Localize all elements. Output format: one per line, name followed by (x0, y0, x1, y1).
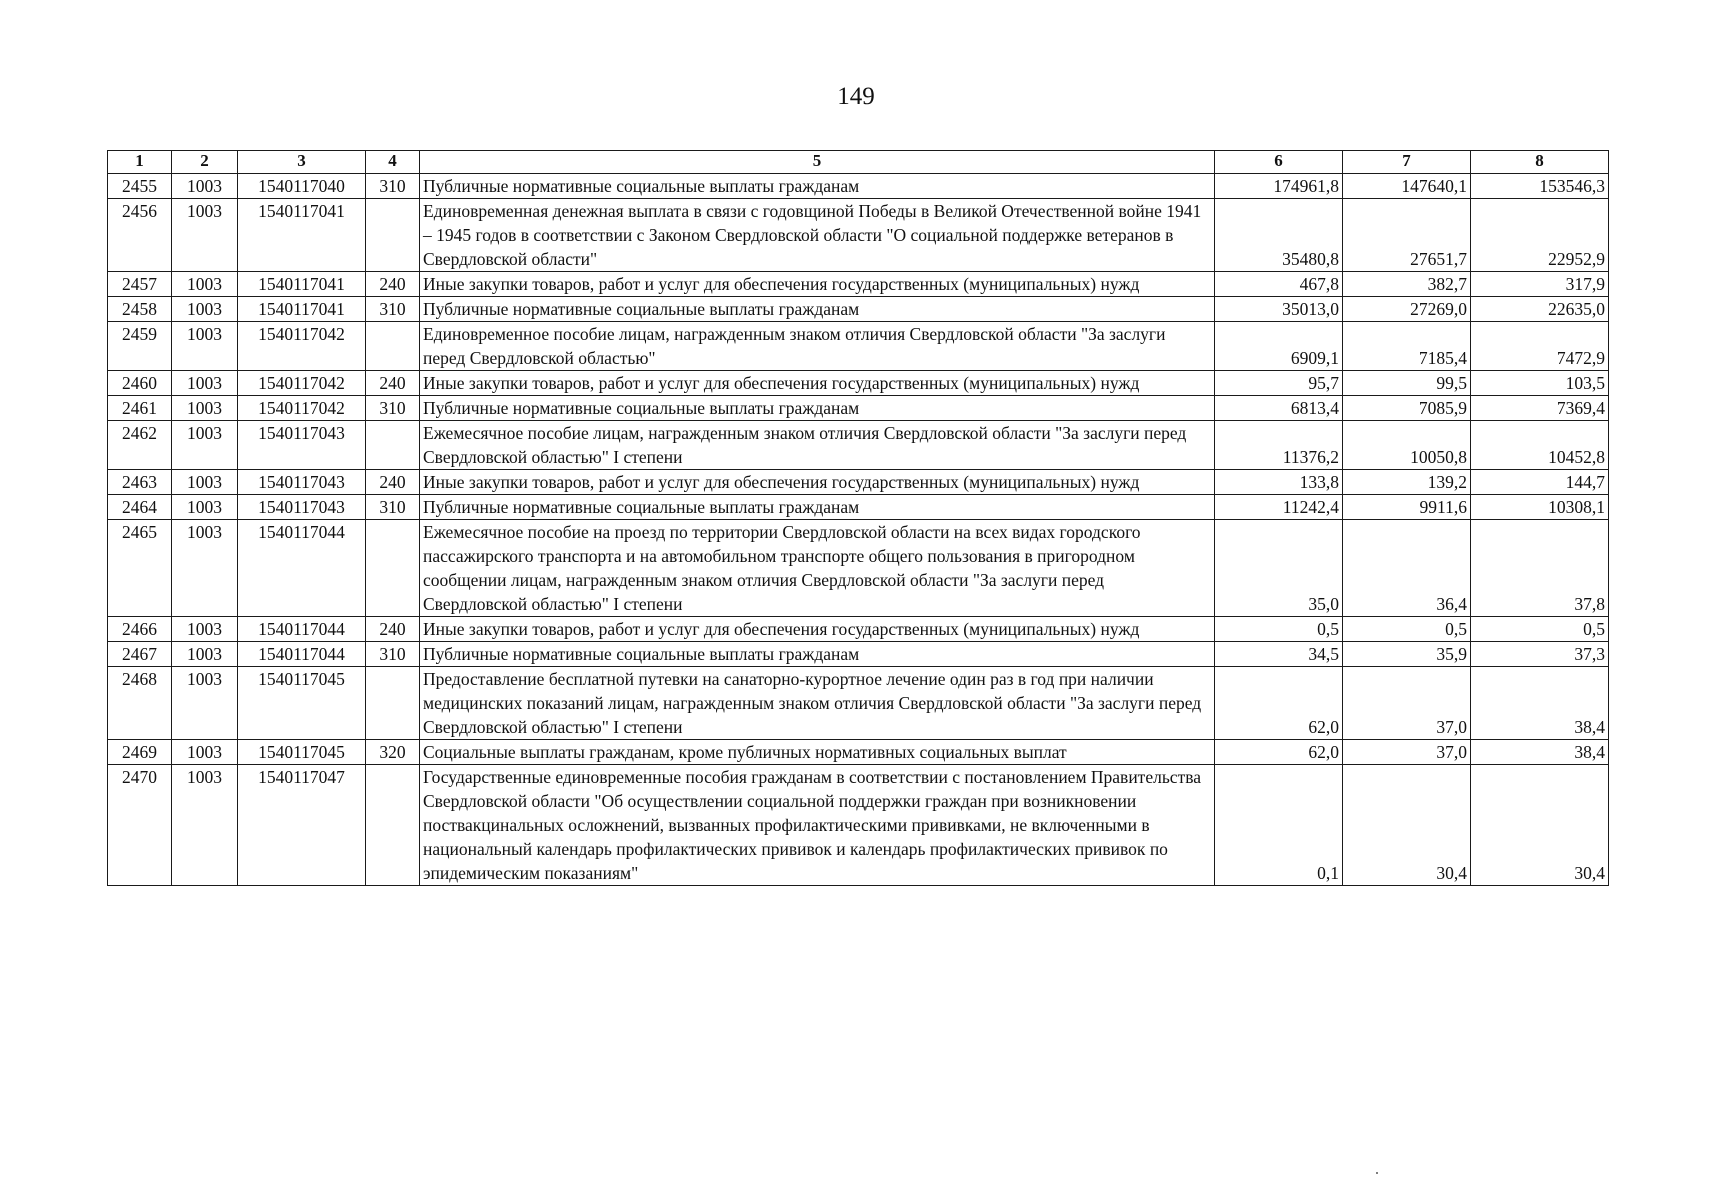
amount-col-8: 7472,9 (1471, 322, 1609, 371)
section-code: 1003 (172, 667, 238, 740)
page-number: 149 (837, 83, 875, 110)
row-number: 2455 (108, 174, 172, 199)
target-article-code: 1540117044 (238, 520, 366, 617)
amount-col-7: 35,9 (1343, 642, 1471, 667)
amount-col-7: 139,2 (1343, 470, 1471, 495)
item-name: Единовременная денежная выплата в связи с годовщиной Победы в Великой Отечественной войне 1941 – 1945 годов в соответствии с Законом Свердловской области "О социальной поддержке ветеранов в Свердловской области" (420, 199, 1215, 272)
row-number: 2461 (108, 396, 172, 421)
section-code: 1003 (172, 297, 238, 322)
table-row (108, 297, 1609, 322)
expense-type-code (366, 322, 420, 371)
expense-type-code: 240 (366, 470, 420, 495)
target-article-code: 1540117042 (238, 371, 366, 396)
section-code: 1003 (172, 199, 238, 272)
amount-col-6: 11242,4 (1215, 495, 1343, 520)
header-cell-8: 8 (1471, 151, 1609, 174)
row-number: 2456 (108, 199, 172, 272)
target-article-code: 1540117045 (238, 740, 366, 765)
amount-col-8: 22635,0 (1471, 297, 1609, 322)
table-row (108, 199, 1609, 272)
expense-type-code: 310 (366, 642, 420, 667)
section-code: 1003 (172, 421, 238, 470)
amount-col-7: 37,0 (1343, 667, 1471, 740)
amount-col-7: 382,7 (1343, 272, 1471, 297)
section-code: 1003 (172, 617, 238, 642)
amount-col-7: 147640,1 (1343, 174, 1471, 199)
amount-col-8: 38,4 (1471, 667, 1609, 740)
target-article-code: 1540117040 (238, 174, 366, 199)
table-row (108, 667, 1609, 740)
amount-col-6: 95,7 (1215, 371, 1343, 396)
section-code: 1003 (172, 470, 238, 495)
amount-col-8: 22952,9 (1471, 199, 1609, 272)
amount-col-8: 317,9 (1471, 272, 1609, 297)
item-name: Публичные нормативные социальные выплаты гражданам (420, 495, 1215, 520)
item-name: Иные закупки товаров, работ и услуг для обеспечения государственных (муниципальных) нужд (420, 617, 1215, 642)
amount-col-7: 0,5 (1343, 617, 1471, 642)
amount-col-7: 7185,4 (1343, 322, 1471, 371)
header-cell-2: 2 (172, 151, 238, 174)
section-code: 1003 (172, 371, 238, 396)
table-row (108, 371, 1609, 396)
target-article-code: 1540117047 (238, 765, 366, 886)
table-row (108, 617, 1609, 642)
header-row (108, 151, 1609, 174)
item-name: Публичные нормативные социальные выплаты гражданам (420, 174, 1215, 199)
table-row (108, 272, 1609, 297)
header-cell-7: 7 (1343, 151, 1471, 174)
row-number: 2462 (108, 421, 172, 470)
row-number: 2469 (108, 740, 172, 765)
amount-col-8: 37,8 (1471, 520, 1609, 617)
row-number: 2466 (108, 617, 172, 642)
target-article-code: 1540117041 (238, 199, 366, 272)
expense-type-code: 320 (366, 740, 420, 765)
item-name: Иные закупки товаров, работ и услуг для обеспечения государственных (муниципальных) нужд (420, 272, 1215, 297)
section-code: 1003 (172, 520, 238, 617)
item-name: Единовременное пособие лицам, награжденным знаком отличия Свердловской области "За заслуги перед Свердловской областью" (420, 322, 1215, 371)
amount-col-8: 37,3 (1471, 642, 1609, 667)
amount-col-6: 35480,8 (1215, 199, 1343, 272)
amount-col-6: 467,8 (1215, 272, 1343, 297)
amount-col-7: 27651,7 (1343, 199, 1471, 272)
expense-type-code: 310 (366, 396, 420, 421)
item-name: Ежемесячное пособие на проезд по территории Свердловской области на всех видах городского пассажирского транспорта и на автомобильном транспорте общего пользования в пригородном сообщении лицам, награжденным знаком отличия Свердловской области "За заслуги перед Свердловской областью" I степени (420, 520, 1215, 617)
item-name: Государственные единовременные пособия гражданам в соответствии с постановлением Правительства Свердловской области "Об осуществлении социальной поддержки граждан при возникновении поствакцинальных осложнений, вызванных профилактическими прививками, не включенными в национальный календарь профилактических прививок и календарь профилактических прививок по эпидемическим показаниям" (420, 765, 1215, 886)
target-article-code: 1540117044 (238, 617, 366, 642)
amount-col-8: 103,5 (1471, 371, 1609, 396)
amount-col-6: 174961,8 (1215, 174, 1343, 199)
table-row (108, 470, 1609, 495)
target-article-code: 1540117043 (238, 470, 366, 495)
target-article-code: 1540117043 (238, 421, 366, 470)
amount-col-7: 7085,9 (1343, 396, 1471, 421)
amount-col-8: 30,4 (1471, 765, 1609, 886)
header-cell-6: 6 (1215, 151, 1343, 174)
item-name: Социальные выплаты гражданам, кроме публичных нормативных социальных выплат (420, 740, 1215, 765)
row-number: 2468 (108, 667, 172, 740)
row-number: 2458 (108, 297, 172, 322)
amount-col-8: 153546,3 (1471, 174, 1609, 199)
table-row (108, 740, 1609, 765)
amount-col-7: 9911,6 (1343, 495, 1471, 520)
row-number: 2465 (108, 520, 172, 617)
section-code: 1003 (172, 765, 238, 886)
table-row (108, 642, 1609, 667)
row-number: 2460 (108, 371, 172, 396)
row-number: 2464 (108, 495, 172, 520)
expense-type-code: 240 (366, 272, 420, 297)
table-row (108, 765, 1609, 886)
budget-table (107, 150, 1609, 886)
header-cell-1: 1 (108, 151, 172, 174)
amount-col-7: 36,4 (1343, 520, 1471, 617)
target-article-code: 1540117042 (238, 396, 366, 421)
row-number: 2467 (108, 642, 172, 667)
amount-col-8: 10452,8 (1471, 421, 1609, 470)
expense-type-code (366, 765, 420, 886)
expense-type-code (366, 421, 420, 470)
amount-col-6: 62,0 (1215, 667, 1343, 740)
scan-speck (1376, 1172, 1378, 1174)
amount-col-8: 10308,1 (1471, 495, 1609, 520)
expense-type-code (366, 520, 420, 617)
row-number: 2463 (108, 470, 172, 495)
header-cell-3: 3 (238, 151, 366, 174)
row-number: 2457 (108, 272, 172, 297)
amount-col-6: 11376,2 (1215, 421, 1343, 470)
expense-type-code (366, 667, 420, 740)
expense-type-code: 310 (366, 495, 420, 520)
target-article-code: 1540117044 (238, 642, 366, 667)
amount-col-8: 7369,4 (1471, 396, 1609, 421)
target-article-code: 1540117041 (238, 297, 366, 322)
expense-type-code: 240 (366, 371, 420, 396)
target-article-code: 1540117043 (238, 495, 366, 520)
row-number: 2459 (108, 322, 172, 371)
item-name: Публичные нормативные социальные выплаты гражданам (420, 396, 1215, 421)
amount-col-6: 6909,1 (1215, 322, 1343, 371)
section-code: 1003 (172, 322, 238, 371)
table-row (108, 322, 1609, 371)
table-row (108, 396, 1609, 421)
item-name: Предоставление бесплатной путевки на санаторно-курортное лечение один раз в год при наличии медицинских показаний лицам, награжденным знаком отличия Свердловской области "За заслуги перед Свердловской областью" I степени (420, 667, 1215, 740)
section-code: 1003 (172, 740, 238, 765)
amount-col-7: 99,5 (1343, 371, 1471, 396)
target-article-code: 1540117041 (238, 272, 366, 297)
amount-col-7: 27269,0 (1343, 297, 1471, 322)
row-number: 2470 (108, 765, 172, 886)
amount-col-8: 38,4 (1471, 740, 1609, 765)
item-name: Ежемесячное пособие лицам, награжденным знаком отличия Свердловской области "За заслуги перед Свердловской областью" I степени (420, 421, 1215, 470)
amount-col-6: 0,5 (1215, 617, 1343, 642)
amount-col-6: 62,0 (1215, 740, 1343, 765)
section-code: 1003 (172, 272, 238, 297)
amount-col-7: 37,0 (1343, 740, 1471, 765)
section-code: 1003 (172, 495, 238, 520)
item-name: Иные закупки товаров, работ и услуг для обеспечения государственных (муниципальных) нужд (420, 371, 1215, 396)
expense-type-code: 310 (366, 174, 420, 199)
target-article-code: 1540117042 (238, 322, 366, 371)
amount-col-6: 35,0 (1215, 520, 1343, 617)
amount-col-6: 0,1 (1215, 765, 1343, 886)
amount-col-6: 133,8 (1215, 470, 1343, 495)
header-cell-4: 4 (366, 151, 420, 174)
amount-col-6: 34,5 (1215, 642, 1343, 667)
amount-col-7: 30,4 (1343, 765, 1471, 886)
item-name: Публичные нормативные социальные выплаты гражданам (420, 297, 1215, 322)
expense-type-code: 310 (366, 297, 420, 322)
expense-type-code (366, 199, 420, 272)
table-row (108, 495, 1609, 520)
expense-type-code: 240 (366, 617, 420, 642)
item-name: Иные закупки товаров, работ и услуг для обеспечения государственных (муниципальных) нужд (420, 470, 1215, 495)
table-row (108, 520, 1609, 617)
amount-col-8: 144,7 (1471, 470, 1609, 495)
section-code: 1003 (172, 642, 238, 667)
amount-col-6: 6813,4 (1215, 396, 1343, 421)
table-row (108, 174, 1609, 199)
amount-col-7: 10050,8 (1343, 421, 1471, 470)
section-code: 1003 (172, 174, 238, 199)
amount-col-6: 35013,0 (1215, 297, 1343, 322)
item-name: Публичные нормативные социальные выплаты гражданам (420, 642, 1215, 667)
amount-col-8: 0,5 (1471, 617, 1609, 642)
table-row (108, 421, 1609, 470)
header-cell-5: 5 (420, 151, 1215, 174)
section-code: 1003 (172, 396, 238, 421)
target-article-code: 1540117045 (238, 667, 366, 740)
